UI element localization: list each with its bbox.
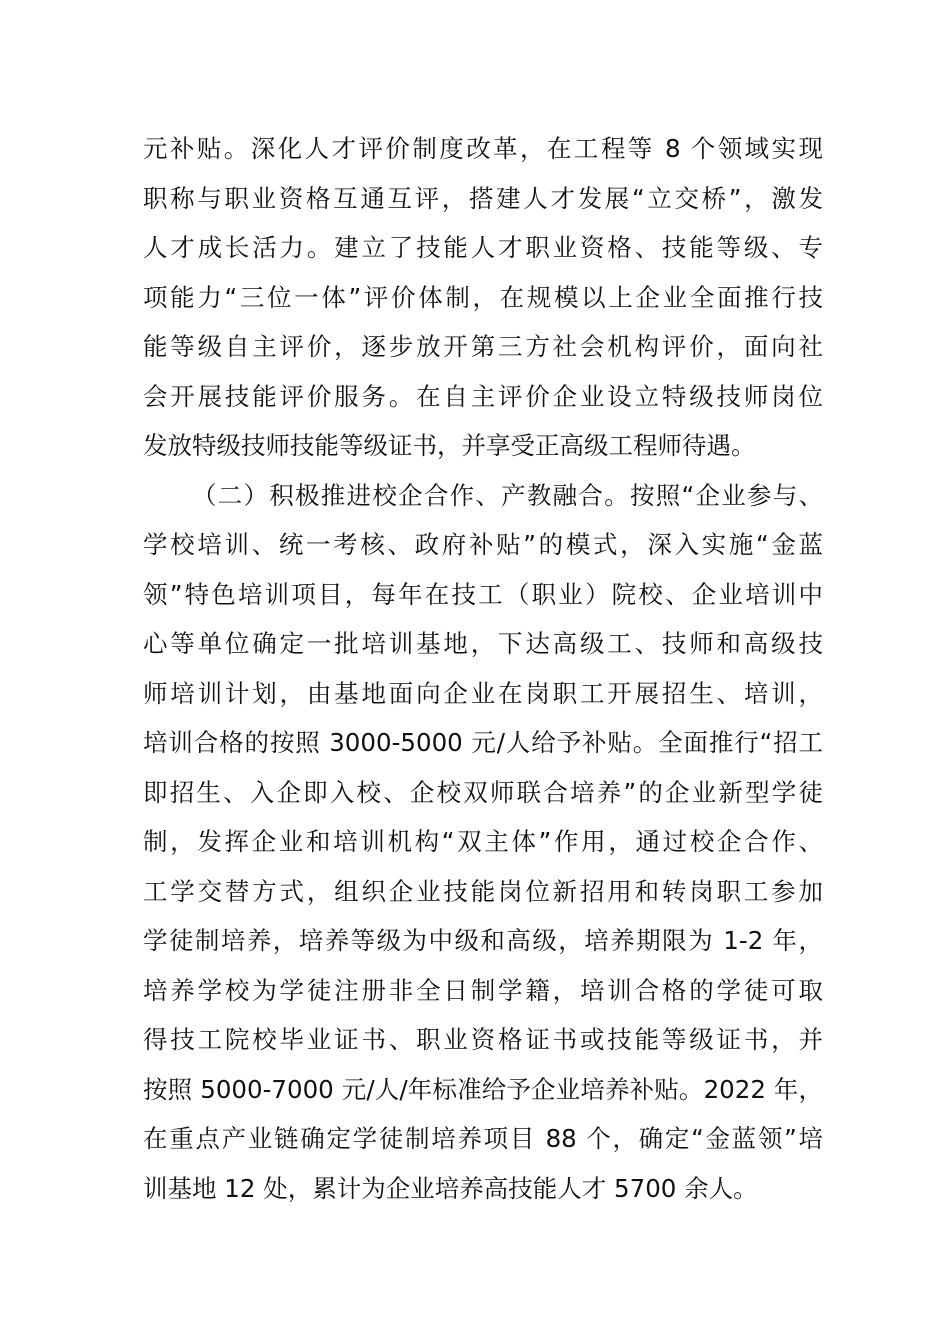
paragraph-line: 心等单位确定一批培训基地，下达高级工、技师和高级技	[143, 629, 823, 658]
body-text	[143, 124, 823, 1213]
paragraph-line: 领”特色培训项目，每年在技工（职业）院校、企业培训中	[143, 579, 823, 609]
paragraph-2	[143, 471, 823, 1214]
paragraph-line: 元补贴。深化人才评价制度改革，在工程等 8 个领域实现	[143, 134, 823, 163]
paragraph-line: 职称与职业资格互通互评，搭建人才发展“立交桥”，激发	[143, 183, 823, 213]
paragraph-line: （二）积极推进校企合作、产教融合。按照“企业参与、	[192, 480, 823, 510]
paragraph-line: 得技工院校毕业证书、职业资格证书或技能等级证书，并	[143, 1025, 823, 1054]
paragraph-line: 按照 5000-7000 元/人/年标准给予企业培养补贴。2022 年，	[143, 1074, 823, 1104]
paragraph-line: 项能力“三位一体”评价体制，在规模以上企业全面推行技	[143, 282, 823, 312]
paragraph-line: 师培训计划，由基地面向企业在岗职工开展招生、培训，	[143, 678, 823, 708]
paragraph-line: 工学交替方式，组织企业技能岗位新招用和转岗职工参加	[143, 876, 823, 906]
paragraph-line: 在重点产业链确定学徒制培养项目 88 个，确定“金蓝领”培	[143, 1124, 823, 1153]
paragraph-line: 人才成长活力。建立了技能人才职业资格、技能等级、专	[143, 233, 823, 262]
paragraph-line: 培训合格的按照 3000-5000 元/人给予补贴。全面推行“招工	[143, 728, 823, 757]
paragraph-line: 即招生、入企即入校、企校双师联合培养”的企业新型学徒	[143, 777, 823, 807]
paragraph-line: 学校培训、统一考核、政府补贴”的模式，深入实施“金蓝	[143, 530, 823, 559]
paragraph-line: 培养学校为学徒注册非全日制学籍，培训合格的学徒可取	[143, 975, 823, 1005]
paragraph-line: 发放特级技师技能等级证书，并享受正高级工程师待遇。	[143, 431, 756, 460]
paragraph-line: 能等级自主评价，逐步放开第三方社会机构评价，面向社	[143, 332, 823, 361]
paragraph-1	[143, 124, 823, 471]
paragraph-line: 训基地 12 处，累计为企业培养高技能人才 5700 余人。	[143, 1173, 758, 1203]
paragraph-line: 制，发挥企业和培训机构“双主体”作用，通过校企合作、	[143, 827, 823, 856]
paragraph-line: 会开展技能评价服务。在自主评价企业设立特级技师岗位	[143, 381, 823, 411]
paragraph-line: 学徒制培养，培养等级为中级和高级，培养期限为 1-2 年，	[143, 926, 823, 955]
